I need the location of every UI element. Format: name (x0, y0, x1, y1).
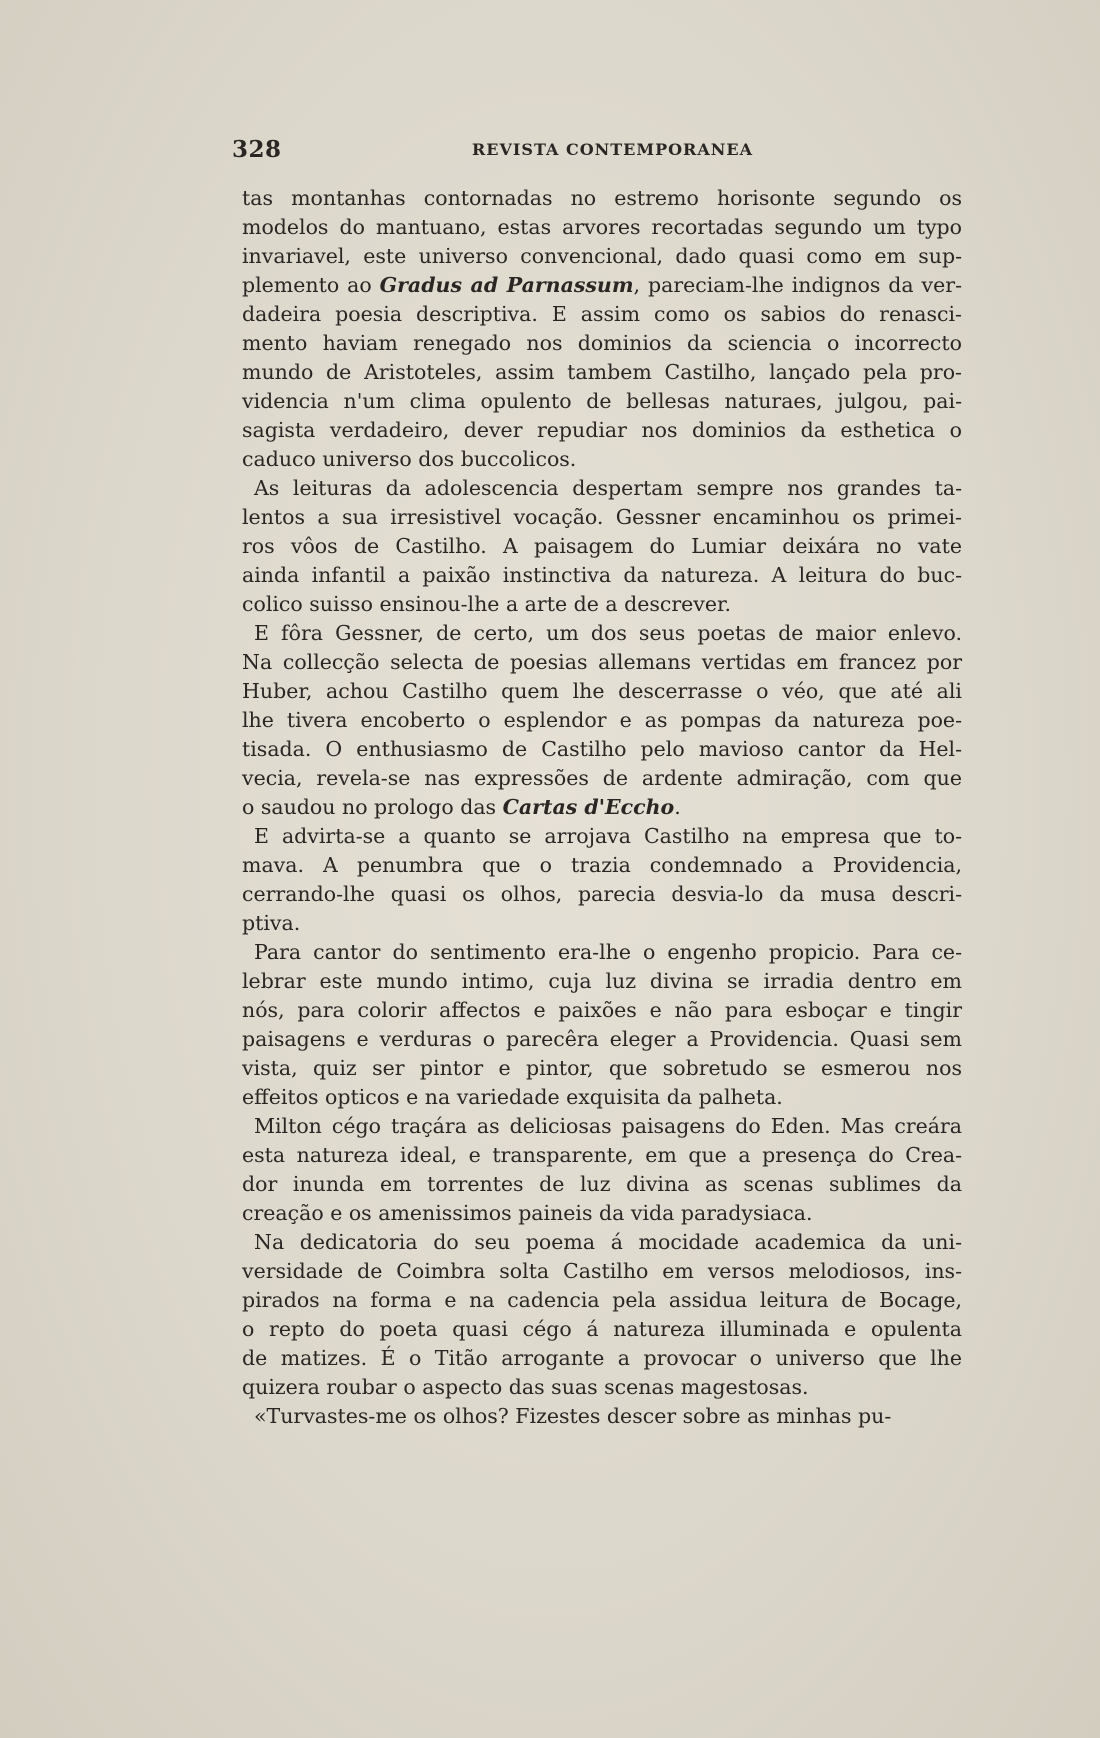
text-line: lentos a sua irresistivel vocação. Gessner encaminhou os primei- (242, 505, 962, 529)
paragraph (230, 938, 962, 1112)
italic-title: Cartas d'Eccho (502, 795, 675, 819)
body-text (230, 184, 962, 1431)
text-line: Na dedicatoria do seu poema á mocidade academica da uni- (254, 1230, 962, 1254)
text-line: Milton cégo traçára as deliciosas paisagens do Eden. Mas creára (254, 1114, 962, 1138)
text-line: videncia n'um clima opulento de bellesas naturaes, julgou, pai- (242, 389, 962, 413)
text-line: invariavel, este universo convencional, dado quasi como em sup- (242, 244, 962, 268)
text-line: caduco universo dos buccolicos. (242, 447, 577, 471)
text-line: «Turvastes-me os olhos? Fizestes descer sobre as minhas pu- (254, 1404, 892, 1428)
page-number: 328 (232, 136, 282, 163)
text-line: quizera roubar o aspecto das suas scenas magestosas. (242, 1375, 809, 1399)
text-line: plemento ao Gradus ad Parnassum, pareciam-lhe indignos da ver- (242, 273, 962, 297)
text-line: esta natureza ideal, e transparente, em que a presença do Crea- (242, 1143, 962, 1167)
text-line: o repto do poeta quasi cégo á natureza illuminada e opulenta (242, 1317, 962, 1341)
text-line: mento haviam renegado nos dominios da sciencia o incorrecto (242, 331, 962, 355)
text-line: nós, para colorir affectos e paixões e não para esboçar e tingir (242, 998, 962, 1022)
paragraph (230, 822, 962, 938)
text-line: dor inunda em torrentes de luz divina as scenas sublimes da (242, 1172, 962, 1196)
text-line: As leituras da adolescencia despertam sempre nos grandes ta- (254, 476, 962, 500)
text-line: colico suisso ensinou-lhe a arte de a descrever. (242, 592, 732, 616)
paragraph (230, 619, 962, 822)
text-line: lhe tivera encoberto o esplendor e as pompas da natureza poe- (242, 708, 962, 732)
text-line: ptiva. (242, 911, 301, 935)
italic-title: Gradus ad Parnassum (379, 273, 634, 297)
text-line: ainda infantil a paixão instinctiva da natureza. A leitura do buc- (242, 563, 962, 587)
text-line: dadeira poesia descriptiva. E assim como os sabios do renasci- (242, 302, 962, 326)
paragraph (230, 1402, 962, 1431)
text-line: vista, quiz ser pintor e pintor, que sobretudo se esmerou nos (242, 1056, 962, 1080)
text-line: effeitos opticos e na variedade exquisita da palheta. (242, 1085, 783, 1109)
text-line: mundo de Aristoteles, assim tambem Castilho, lançado pela pro- (242, 360, 962, 384)
text-line: vecia, revela-se nas expressões de ardente admiração, com que (242, 766, 962, 790)
text-line: E advirta-se a quanto se arrojava Castilho na empresa que to- (254, 824, 962, 848)
text-line: E fôra Gessner, de certo, um dos seus poetas de maior enlevo. (254, 621, 962, 645)
text-line: lebrar este mundo intimo, cuja luz divina se irradia dentro em (242, 969, 962, 993)
running-title: REVISTA CONTEMPORANEA (472, 140, 753, 159)
paragraph (230, 1228, 962, 1402)
text-line: creação e os amenissimos paineis da vida paradysiaca. (242, 1201, 813, 1225)
text-line: tas montanhas contornadas no estremo horisonte segundo os (242, 186, 962, 210)
paragraph (230, 1112, 962, 1228)
paragraph (230, 184, 962, 474)
text-line: paisagens e verduras o parecêra eleger a Providencia. Quasi sem (242, 1027, 962, 1051)
text-line: Huber, achou Castilho quem lhe descerrasse o véo, que até ali (242, 679, 962, 703)
text-line: tisada. O enthusiasmo de Castilho pelo mavioso cantor da Hel- (242, 737, 962, 761)
text-line: sagista verdadeiro, dever repudiar nos dominios da esthetica o (242, 418, 962, 442)
text-line: pirados na forma e na cadencia pela assidua leitura de Bocage, (242, 1288, 962, 1312)
page-header (232, 136, 962, 166)
text-line: mava. A penumbra que o trazia condemnado a Providencia, (242, 853, 962, 877)
paragraph (230, 474, 962, 619)
text-line: modelos do mantuano, estas arvores recortadas segundo um typo (242, 215, 962, 239)
text-line: o saudou no prologo das Cartas d'Eccho. (242, 795, 681, 819)
text-line: Para cantor do sentimento era-lhe o engenho propicio. Para ce- (254, 940, 962, 964)
text-line: cerrando-lhe quasi os olhos, parecia desvia-lo da musa descri- (242, 882, 962, 906)
text-line: ros vôos de Castilho. A paisagem do Lumiar deixára no vate (242, 534, 962, 558)
text-line: versidade de Coimbra solta Castilho em versos melodiosos, ins- (242, 1259, 962, 1283)
text-line: Na collecção selecta de poesias allemans vertidas em francez por (242, 650, 962, 674)
text-line: de matizes. É o Titão arrogante a provocar o universo que lhe (242, 1346, 962, 1370)
